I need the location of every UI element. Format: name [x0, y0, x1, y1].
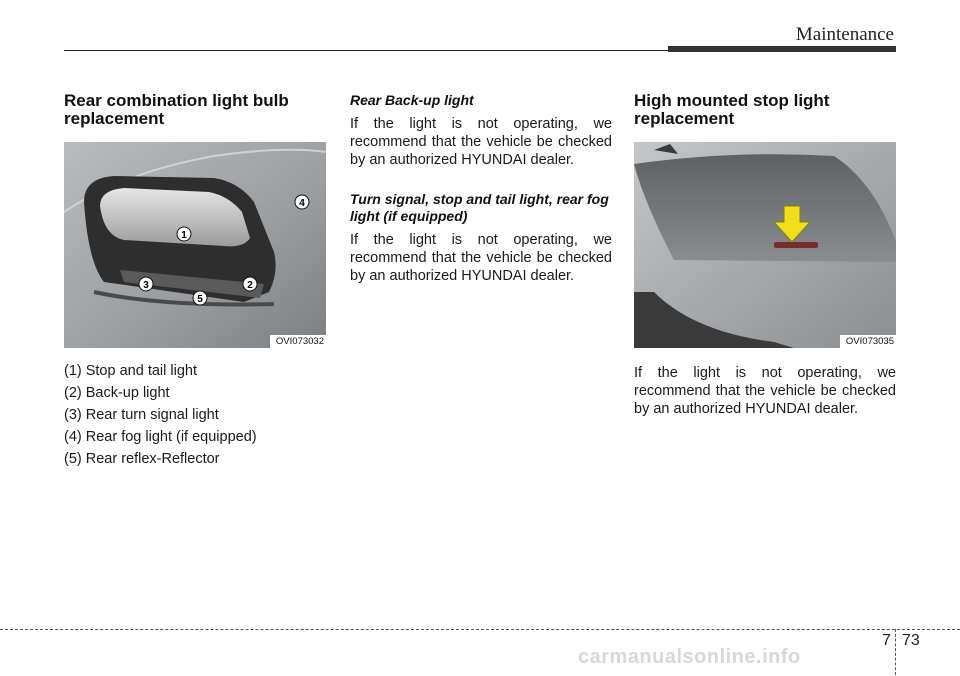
legend-item: (1) Stop and tail light [64, 363, 197, 379]
header-bar [668, 46, 896, 52]
rear-combination-heading: Rear combination light bulb replacement [64, 91, 289, 128]
legend-list [64, 362, 326, 468]
callout-5: 5 [197, 294, 203, 305]
turn-signal-heading: Turn signal, stop and tail light, rear fog light (if equipped) [350, 191, 609, 224]
back-up-light-heading: Rear Back-up light [350, 92, 474, 108]
callout-2: 2 [247, 280, 253, 291]
column-rear-combination [64, 92, 326, 472]
rear-combination-figure [64, 142, 326, 348]
header-rule [64, 50, 670, 51]
high-mounted-stop-figure [634, 142, 896, 348]
stop-light-bar [774, 242, 818, 248]
high-mounted-stop-heading: High mounted stop light replacement [634, 91, 830, 128]
callout-3: 3 [143, 280, 149, 291]
chapter-number: 7 [882, 632, 891, 649]
rear-window-illustration [634, 142, 896, 348]
back-up-light-text: If the light is not operating, we recommend that the vehicle be checked by an authorized HYUNDAI dealer. [350, 116, 612, 168]
section-title: Maintenance [795, 24, 894, 45]
watermark: carmanualsonline.info [578, 646, 801, 668]
tail-light-illustration [64, 142, 326, 348]
legend-item: (3) Rear turn signal light [64, 407, 219, 423]
figure-code: OVI073032 [270, 335, 326, 348]
legend-item: (5) Rear reflex-Reflector [64, 451, 220, 467]
footer-rule [0, 629, 960, 630]
column-high-mounted-stop [634, 92, 896, 418]
page-number: 73 [902, 632, 920, 649]
callout-4: 4 [299, 198, 305, 209]
footer-separator [895, 629, 896, 675]
figure-code: OVI073035 [840, 335, 896, 348]
callout-1: 1 [181, 230, 187, 241]
column-back-up-light [350, 92, 612, 285]
legend-item: (4) Rear fog light (if equipped) [64, 429, 257, 445]
high-mounted-stop-text: If the light is not operating, we recommend that the vehicle be checked by an authorized HYUNDAI dealer. [634, 365, 896, 417]
turn-signal-text: If the light is not operating, we recommend that the vehicle be checked by an authorized HYUNDAI dealer. [350, 232, 612, 284]
legend-item: (2) Back-up light [64, 385, 170, 401]
